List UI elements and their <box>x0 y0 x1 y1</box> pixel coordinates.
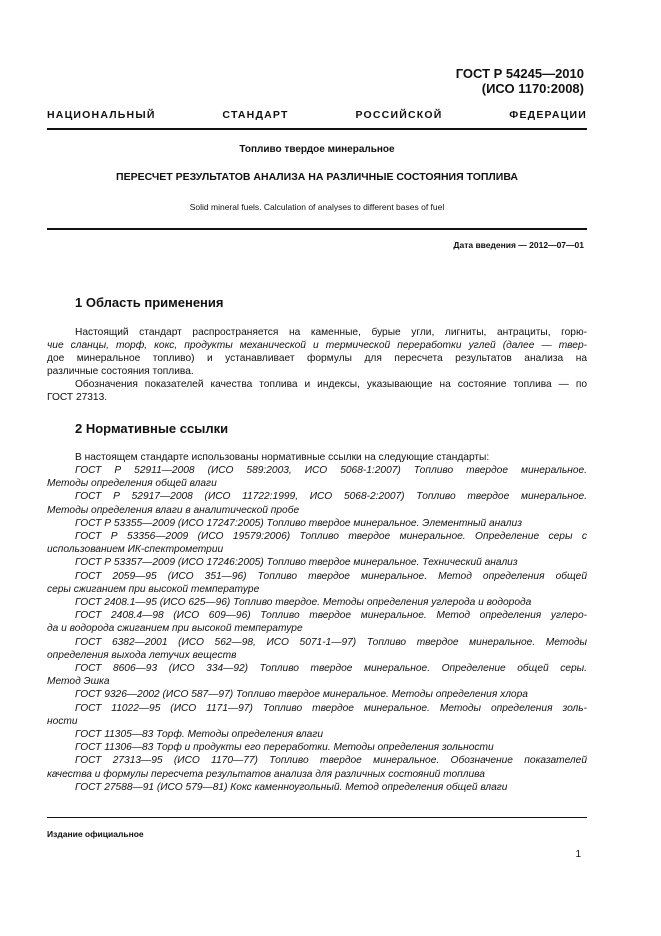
reference-line: ГОСТ 27588—91 (ИСО 579—81) Кокс каменноугольный. Метод определения общей влаги <box>75 781 508 793</box>
iso-code: (ИСО 1170:2008) <box>481 81 584 96</box>
scope-line: различные состояния топлива. <box>47 366 194 377</box>
page-number: 1 <box>575 849 581 860</box>
reference-line: ГОСТ 11305—83 Торф. Методы определения влаги <box>75 729 324 740</box>
standard-code: ГОСТ Р 54245—2010 <box>455 66 584 81</box>
banner-word: РОССИЙСКОЙ <box>355 109 443 121</box>
banner-word: ФЕДЕРАЦИИ <box>509 109 587 121</box>
references-intro: В настоящем стандарте использованы нормативные ссылки на следующие стандарты: <box>75 452 490 463</box>
reference-line: ГОСТ 27313—95 (ИСО 1170—77) Топливо твердое минеральное. Обозначение показателей <box>75 755 587 767</box>
reference-line: ГОСТ 2408.4—98 (ИСО 609—96) Топливо твердое минеральное. Метод определения углеро- <box>75 610 587 622</box>
reference-line: ГОСТ 2059—95 (ИСО 351—96) Топливо твердое минеральное. Метод определения общей <box>75 570 587 582</box>
reference-line: Методы определения влаги в аналитической пробе <box>47 504 300 516</box>
scope-line: чие сланцы, торф, кокс, продукты механической и термической переработки углей (далее — твер- <box>47 340 587 351</box>
reference-line: ГОСТ 2408.1—95 (ИСО 625—96) Топливо твердое. Методы определения углерода и водорода <box>75 597 532 608</box>
scope-line: ГОСТ 27313. <box>47 392 108 403</box>
title-divider <box>47 228 587 230</box>
section-heading-scope: 1 Область применения <box>75 295 224 310</box>
reference-line: да и водорода сжиганием при высокой температуре <box>47 623 303 635</box>
reference-line: серы сжиганием при высокой температуре <box>47 583 260 595</box>
reference-line: использованием ИК-спектрометрии <box>47 544 224 556</box>
section-heading-references: 2 Нормативные ссылки <box>75 421 229 436</box>
reference-line: ГОСТ Р 52911—2008 (ИСО 589:2003, ИСО 5068-1:2007) Топливо твердое минеральное. <box>75 465 587 476</box>
document-title: ПЕРЕСЧЕТ РЕЗУЛЬТАТОВ АНАЛИЗА НА РАЗЛИЧНЫЕ СОСТОЯНИЯ ТОПЛИВА <box>116 171 518 183</box>
national-standard-banner <box>47 109 587 121</box>
reference-line: ГОСТ Р 53356—2009 (ИСО 19579:2006) Топливо твердое минеральное. Определение серы с <box>75 531 587 542</box>
scope-line: Настоящий стандарт распространяется на каменные, бурые угли, лигниты, антрациты, горю- <box>75 327 587 338</box>
reference-line: ГОСТ 9326—2002 (ИСО 587—97) Топливо твердое минеральное. Методы определения хлора <box>75 689 528 701</box>
reference-line: качества и формулы пересчета результатов анализа для различных состояний топлива <box>47 768 485 780</box>
reference-line: определения выхода летучих веществ <box>47 649 237 661</box>
reference-line: ГОСТ Р 53357—2009 (ИСО 17246:2005) Топливо твердое минеральное. Технический анализ <box>75 557 518 569</box>
reference-line: ГОСТ Р 52917—2008 (ИСО 11722:1999, ИСО 5068-2:2007) Топливо твердое минеральное. <box>75 491 587 503</box>
introduction-date: Дата введения — 2012—07—01 <box>453 240 584 250</box>
reference-line: Методы определения общей влаги <box>47 478 217 490</box>
document-subject: Топливо твердое минеральное <box>239 144 395 155</box>
reference-line: ГОСТ 11022—95 (ИСО 1171—97) Топливо твердое минеральное. Методы определения золь- <box>75 702 587 714</box>
banner-divider <box>47 128 587 130</box>
scope-line: дое минеральное топливо) и устанавливает формулы для пересчета результатов анализа на <box>47 353 587 364</box>
reference-line: ности <box>47 715 78 727</box>
reference-line: Метод Эшка <box>47 676 110 688</box>
scope-line: Обозначения показателей качества топлива и индексы, указывающие на состояние топлива — по <box>75 379 587 390</box>
reference-line: ГОСТ 6382—2001 (ИСО 562—98, ИСО 5071-1—97) Топливо твердое минеральное. Методы <box>75 636 587 648</box>
reference-line: ГОСТ 8606—93 (ИСО 334—92) Топливо твердое минеральное. Определение общей серы. <box>75 663 587 674</box>
banner-word: НАЦИОНАЛЬНЫЙ <box>47 109 156 121</box>
english-title: Solid mineral fuels. Calculation of analyses to different bases of fuel <box>189 202 445 212</box>
reference-line: ГОСТ Р 53355—2009 (ИСО 17247:2005) Топливо твердое минеральное. Элементный анализ <box>75 517 522 529</box>
footer-divider <box>47 817 587 818</box>
banner-word: СТАНДАРТ <box>222 109 289 121</box>
edition-label: Издание официальное <box>47 829 144 839</box>
reference-line: ГОСТ 11306—83 Торф и продукты его переработки. Методы определения зольности <box>75 742 494 754</box>
